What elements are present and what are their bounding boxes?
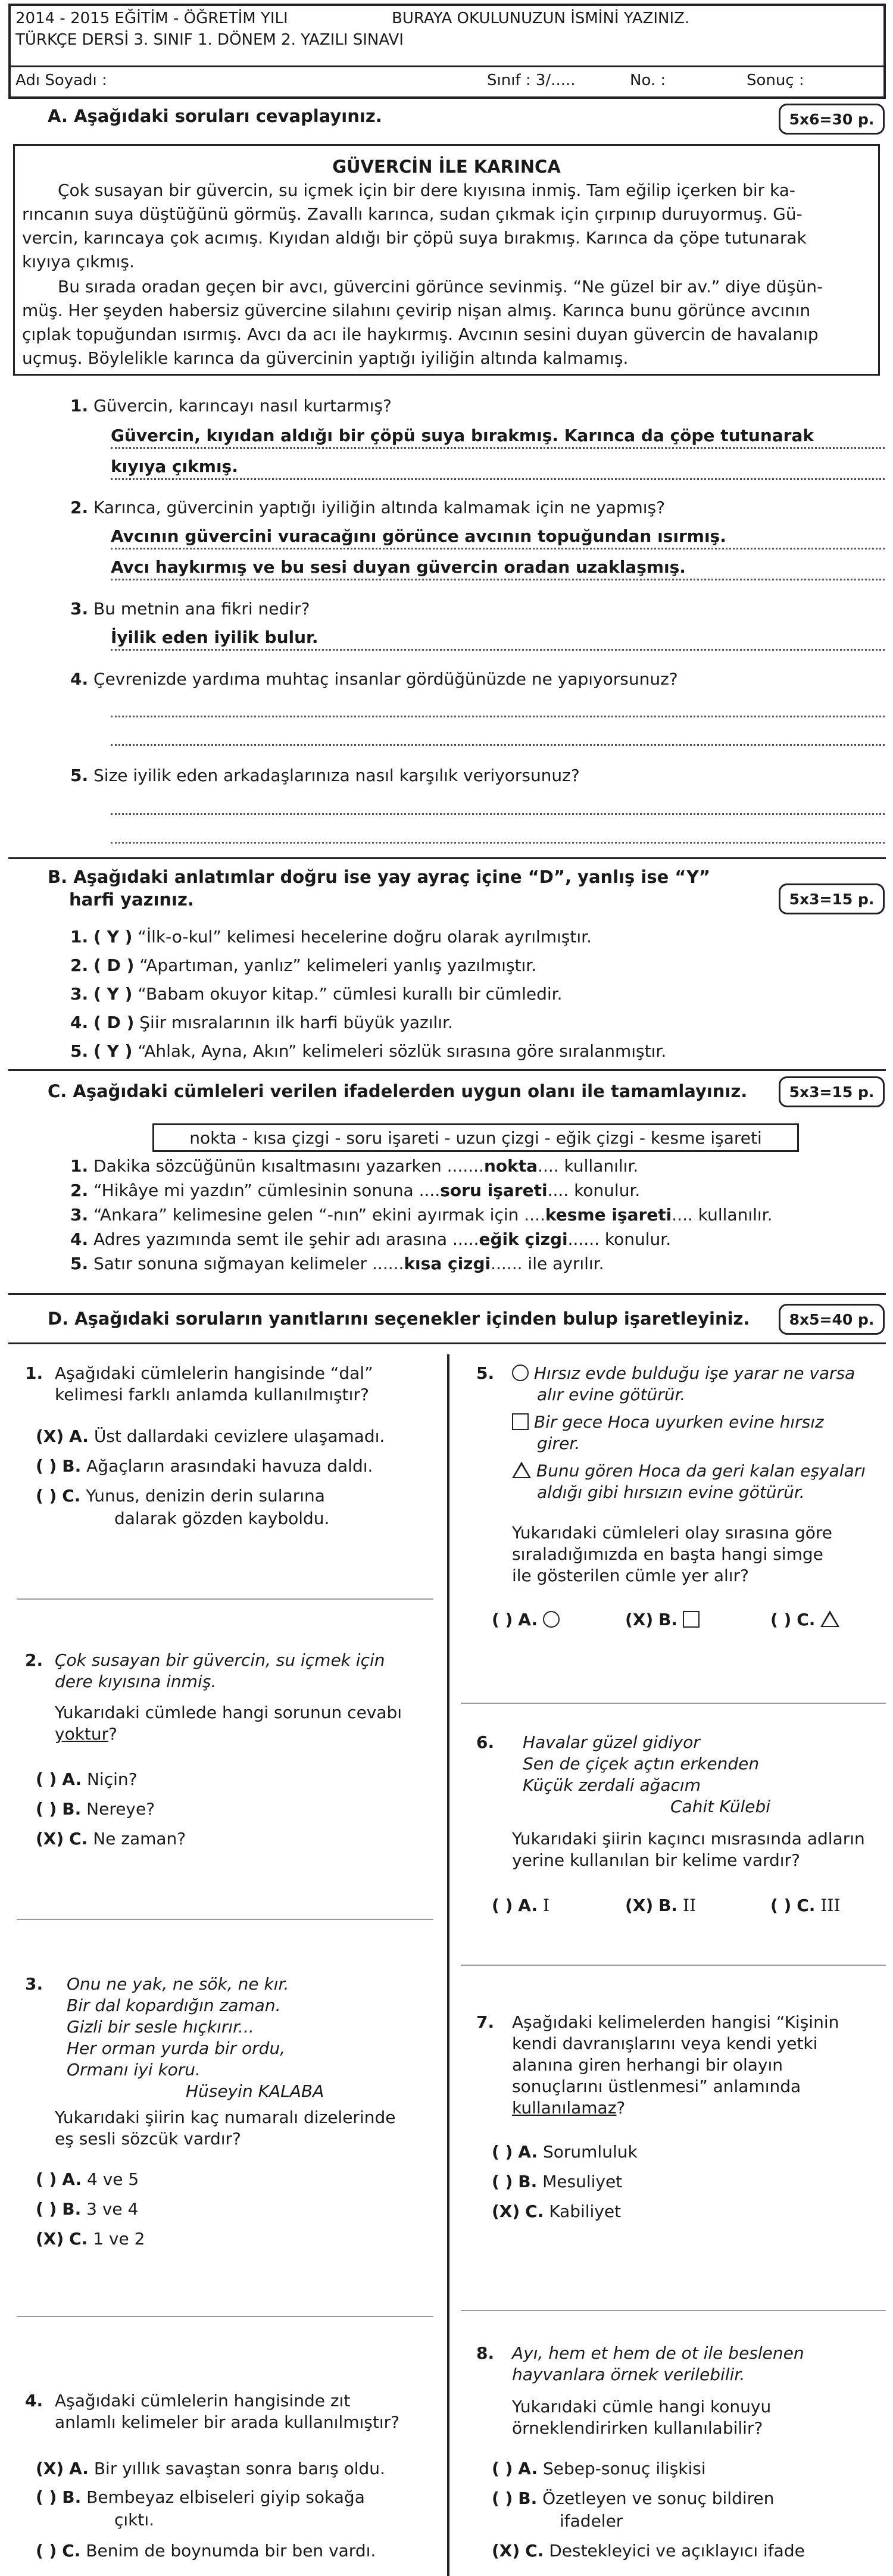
- answer-a1-line2: kıyıya çıkmış.: [111, 457, 238, 476]
- option-d7-b[interactable]: ( ) B. Mesuliyet: [492, 2172, 623, 2191]
- story-line: çıplak topuğundan ısırmış. Avcı da acı ile haykırmış. Avcının sesini duyan güvercin de havalanıp: [22, 324, 819, 344]
- option-d7-a[interactable]: ( ) A. Sorumluluk: [492, 2142, 638, 2162]
- poem-line: Havalar güzel gidiyor: [523, 1732, 700, 1752]
- question-separator: [461, 1703, 886, 1704]
- question-d2-quote: Çok susayan bir güvercin, su içmek için: [55, 1650, 385, 1670]
- poem-line: Her orman yurda bir ordu,: [67, 2038, 286, 2058]
- question-a1: 1. Güvercin, karıncayı nasıl kurtarmış?: [70, 396, 392, 416]
- question-a2: 2. Karınca, güvercinin yaptığı iyiliğin altında kalmamak için ne yapmış?: [70, 498, 666, 517]
- word-bank: nokta - kısa çizgi - soru işareti - uzun çizgi - eğik çizgi - kesme işareti: [152, 1123, 799, 1152]
- option-d2-c[interactable]: (X) C. Ne zaman?: [36, 1829, 186, 1849]
- answer-a2-line1: Avcının güvercini vuracağını görünce avcının topuğundan ısırmış.: [111, 526, 726, 546]
- answer-line-a4-2[interactable]: [111, 744, 885, 746]
- question-d7-text: sonuçlarını üstlenmesi” anlamında: [512, 2077, 801, 2096]
- section-b-title-line1: B. Aşağıdaki anlatımlar doğru ise yay ayraç içine “D”, yanlış ise “Y”: [48, 867, 711, 887]
- poem-author: Hüseyin KALABA: [186, 2081, 324, 2101]
- option-d4-b-cont: çıktı.: [114, 2510, 155, 2530]
- answer-line: [111, 447, 885, 449]
- triangle-icon: [512, 1462, 531, 1478]
- question-d2-text: Yukarıdaki cümlede hangi sorunun cevabı: [55, 1703, 402, 1722]
- poem-author: Cahit Külebi: [670, 1797, 771, 1816]
- school-name: BURAYA OKULUNUZUN İSMİNİ YAZINIZ.: [392, 10, 690, 27]
- question-d8-quote: hayvanlara örnek verilebilir.: [512, 2365, 745, 2384]
- section-c-title: C. Aşağıdaki cümleleri verilen ifadelerden uygun olanı ile tamamlayınız.: [48, 1081, 748, 1101]
- event-circle: Hırsız evde bulduğu işe yarar ne varsa: [512, 1363, 855, 1383]
- name-label: Adı Soyadı :: [15, 71, 107, 89]
- triangle-icon: [820, 1610, 839, 1627]
- story-line: müş. Her şeyden habersiz güvercine silahını çevirip nişan almış. Karınca bunu görünce avcının: [22, 301, 811, 320]
- square-icon: [512, 1413, 529, 1430]
- tf-item: 2. ( D ) “Apartıman, yanlız” kelimeleri yanlış yazılmıştır.: [70, 956, 537, 975]
- result-label: Sonuç :: [747, 71, 804, 89]
- option-d1-b[interactable]: ( ) B. Ağaçların arasındaki havuza daldı.: [36, 1456, 373, 1476]
- option-d3-c[interactable]: (X) C. 1 ve 2: [36, 2229, 145, 2249]
- question-separator: [17, 1919, 433, 1920]
- exam-title: TÜRKÇE DERSİ 3. SINIF 1. DÖNEM 2. YAZILI SINAVI: [15, 31, 404, 49]
- question-d2-quote: dere kıyısına inmiş.: [55, 1672, 217, 1691]
- fill-item: 1. Dakika sözcüğünün kısaltmasını yazarken .......nokta.... kullanılır.: [70, 1156, 639, 1176]
- answer-a2-line2: Avcı haykırmış ve bu sesi duyan güvercin oradan uzaklaşmış.: [111, 557, 686, 577]
- question-separator: [461, 1965, 886, 1966]
- story-line: kıyıya çıkmış.: [22, 252, 135, 271]
- option-d2-a[interactable]: ( ) A. Niçin?: [36, 1769, 138, 1789]
- question-d2: 2.: [25, 1650, 43, 1670]
- event-triangle: Bunu gören Hoca da geri kalan eşyaları: [512, 1461, 866, 1481]
- section-b-title-line2: harfi yazınız.: [69, 889, 194, 910]
- event-square-cont: girer.: [537, 1434, 580, 1453]
- option-d3-a[interactable]: ( ) A. 4 ve 5: [36, 2169, 139, 2189]
- tf-item: 5. ( Y ) “Ahlak, Ayna, Akın” kelimeleri sözlük sırasına göre sıralanmıştır.: [70, 1041, 667, 1061]
- question-d8: 8.: [476, 2343, 495, 2363]
- answer-line-a5-2[interactable]: [111, 842, 885, 844]
- section-d-title: D. Aşağıdaki soruların yanıtlarını seçenekler içinden bulup işaretleyiniz.: [48, 1309, 750, 1329]
- section-a-title: A. Aşağıdaki soruları cevaplayınız.: [48, 106, 382, 126]
- question-d5-text: ile gösterilen cümle yer alır?: [512, 1566, 749, 1585]
- circle-icon: [543, 1611, 560, 1628]
- answer-line: [111, 579, 885, 580]
- option-d8-b-cont: ifadeler: [560, 2511, 623, 2531]
- answer-line-a5-1[interactable]: [111, 813, 885, 815]
- poem-line: Ormanı iyi koru.: [67, 2060, 201, 2079]
- question-d8-quote: Ayı, hem et hem de ot ile beslenen: [512, 2343, 804, 2363]
- question-d2-text-2: yoktur?: [55, 1724, 118, 1744]
- answer-a3: İyilik eden iyilik bulur.: [111, 627, 319, 647]
- section-divider: [8, 1293, 886, 1295]
- option-d4-c[interactable]: ( ) C. Benim de boynumda bir ben vardı.: [36, 2541, 376, 2561]
- section-c-score: 5x3=15 p.: [779, 1076, 885, 1107]
- story-title: GÜVERCİN İLE KARINCA: [332, 157, 561, 177]
- question-separator: [461, 2310, 886, 2311]
- option-d5-a[interactable]: ( ) A.: [492, 1610, 560, 1629]
- poem-line: Onu ne yak, ne sök, ne kır.: [67, 1974, 289, 1994]
- question-d6-text: Yukarıdaki şiirin kaçıncı mısrasında adların: [512, 1829, 865, 1849]
- question-d7-text: alanına giren herhangi bir olayın: [512, 2055, 783, 2075]
- option-d8-b[interactable]: ( ) B. Özetleyen ve sonuç bildiren: [492, 2488, 775, 2508]
- event-square: Bir gece Hoca uyurken evine hırsız: [512, 1412, 824, 1432]
- question-a5: 5. Size iyilik eden arkadaşlarınıza nasıl karşılık veriyorsunuz?: [70, 766, 580, 785]
- fill-item: 4. Adres yazımında semt ile şehir adı arasına .....eğik çizgi...... konulur.: [70, 1229, 672, 1249]
- fill-item: 3. “Ankara” kelimesine gelen “-nın” ekini ayırmak için ....kesme işareti.... kullanılır.: [70, 1205, 773, 1225]
- option-d6-b[interactable]: (X) B. II: [625, 1896, 697, 1915]
- option-d8-a[interactable]: ( ) A. Sebep-sonuç ilişkisi: [492, 2459, 706, 2478]
- option-d4-a[interactable]: (X) A. Bir yıllık savaştan sonra barış oldu.: [36, 2459, 385, 2478]
- fill-item: 5. Satır sonuna sığmayan kelimeler ......kısa çizgi...... ile ayrılır.: [70, 1254, 604, 1273]
- square-icon: [683, 1611, 700, 1628]
- question-d1: 1.: [25, 1363, 43, 1383]
- number-label: No. :: [630, 71, 666, 89]
- option-d5-c[interactable]: ( ) C.: [770, 1610, 839, 1629]
- question-d6-text: yerine kullanılan bir kelime vardır?: [512, 1850, 800, 1870]
- answer-line-a4-1[interactable]: [111, 716, 885, 717]
- question-d5-text: sıraladığımızda en başta hangi simge: [512, 1544, 823, 1564]
- section-a-score: 5x6=30 p.: [779, 104, 885, 135]
- section-divider: [8, 1342, 886, 1344]
- question-d4-text: Aşağıdaki cümlelerin hangisinde zıt: [55, 2391, 351, 2410]
- question-d7-text-end: kullanılamaz?: [512, 2098, 626, 2118]
- option-d2-b[interactable]: ( ) B. Nereye?: [36, 1799, 155, 1819]
- story-box: [13, 144, 880, 376]
- option-d1-a[interactable]: (X) A. Üst dallardaki cevizlere ulaşamadı.: [36, 1426, 385, 1446]
- question-a4: 4. Çevrenizde yardıma muhtaç insanlar gördüğünüzde ne yapıyorsunuz?: [70, 669, 678, 689]
- answer-a1-line1: Güvercin, kıyıdan aldığı bir çöpü suya bırakmış. Karınca da çöpe tutunarak: [111, 426, 814, 445]
- school-year: 2014 - 2015 EĞİTİM - ÖĞRETİM YILI: [15, 10, 288, 27]
- class-label: Sınıf : 3/.....: [487, 71, 576, 89]
- answer-line: [111, 478, 885, 480]
- question-d8-text: örneklendirirken kullanılabilir?: [512, 2418, 763, 2438]
- tf-item: 4. ( D ) Şiir mısralarının ilk harfi büyük yazılır.: [70, 1013, 453, 1032]
- question-d5-text: Yukarıdaki cümleleri olay sırasına göre: [512, 1523, 833, 1543]
- question-separator: [17, 2316, 433, 2317]
- story-line: Çok susayan bir güvercin, su içmek için bir dere kıyısına inmiş. Tam eğilip içerken bir ka-: [58, 180, 796, 200]
- option-d1-c[interactable]: ( ) C. Yunus, denizin derin sularına: [36, 1486, 325, 1506]
- option-d5-b[interactable]: (X) B.: [625, 1610, 700, 1629]
- poem-line: Küçük zerdali ağacım: [523, 1775, 701, 1795]
- story-line: vercin, karıncaya çok acımış. Kıyıdan aldığı bir çöpü suya bırakmış. Karınca da çöpe tutunarak: [22, 228, 807, 248]
- option-d1-c-cont: dalarak gözden kayboldu.: [114, 1509, 330, 1528]
- option-d7-c[interactable]: (X) C. Kabiliyet: [492, 2202, 622, 2221]
- option-d3-b[interactable]: ( ) B. 3 ve 4: [36, 2199, 139, 2219]
- circle-icon: [512, 1365, 529, 1381]
- question-d6: 6.: [476, 1732, 495, 1752]
- tf-item: 1. ( Y ) “İlk-o-kul” kelimesi hecelerine doğru olarak ayrılmıştır.: [70, 927, 592, 947]
- event-circle-cont: alır evine götürür.: [537, 1385, 686, 1404]
- event-triangle-cont: aldığı gibi hırsızın evine götürür.: [537, 1482, 805, 1502]
- question-d3-text: Yukarıdaki şiirin kaç numaralı dizelerinde: [55, 2107, 396, 2127]
- question-d8-text: Yukarıdaki cümle hangi konuyu: [512, 2397, 772, 2416]
- question-d7: 7.: [476, 2012, 495, 2032]
- question-d3: 3.: [25, 1974, 43, 1994]
- story-line: Bu sırada oradan geçen bir avcı, güvercini görünce sevinmiş. “Ne güzel bir av.” diye düşün-: [58, 277, 823, 296]
- answer-line: [111, 649, 885, 651]
- story-line: rıncanın suya düştüğünü görmüş. Zavallı karınca, sudan çıkmak için çırpınıp duruyormuş. Gü-: [22, 204, 803, 224]
- question-d1-text: Aşağıdaki cümlelerin hangisinde “dal”: [55, 1363, 373, 1383]
- column-divider: [447, 1354, 449, 2576]
- section-b-score: 5x3=15 p.: [779, 883, 885, 914]
- tf-item: 3. ( Y ) “Babam okuyor kitap.” cümlesi kurallı bir cümledir.: [70, 984, 563, 1004]
- question-d7-text: kendi davranışlarını veya kendi yetki: [512, 2034, 818, 2053]
- exam-header: [8, 4, 886, 99]
- poem-line: Sen de çiçek açtın erkenden: [523, 1754, 760, 1773]
- question-d4: 4.: [25, 2391, 43, 2410]
- option-d6-c[interactable]: ( ) C. III: [770, 1896, 841, 1915]
- question-d4-text: anlamlı kelimeler bir arada kullanılmıştır?: [55, 2412, 400, 2432]
- answer-line: [111, 548, 885, 549]
- question-d1-text: kelimesi farklı anlamda kullanılmıştır?: [55, 1385, 369, 1404]
- question-d3-text: eş sesli sözcük vardır?: [55, 2129, 241, 2149]
- section-divider: [8, 857, 886, 859]
- fill-item: 2. “Hikâye mi yazdın” cümlesinin sonuna ....soru işareti.... konulur.: [70, 1181, 641, 1200]
- question-separator: [17, 1598, 433, 1600]
- poem-line: Gizli bir sesle hıçkırır...: [67, 2017, 254, 2037]
- poem-line: Bir dal kopardığın zaman.: [67, 1996, 281, 2015]
- header-divider: [11, 65, 883, 67]
- question-a3: 3. Bu metnin ana fikri nedir?: [70, 599, 310, 619]
- section-divider: [8, 1069, 886, 1071]
- option-d8-c[interactable]: (X) C. Destekleyici ve açıklayıcı ifade: [492, 2541, 805, 2561]
- question-d5: 5.: [476, 1363, 495, 1383]
- option-d6-a[interactable]: ( ) A. I: [492, 1896, 550, 1915]
- question-d7-text: Aşağıdaki kelimelerden hangisi “Kişinin: [512, 2012, 839, 2032]
- option-d4-b[interactable]: ( ) B. Bembeyaz elbiseleri giyip sokağa: [36, 2487, 365, 2507]
- section-d-score: 8x5=40 p.: [779, 1304, 885, 1335]
- story-line: uçmuş. Böylelikle karınca da güvercinin yaptığı iyiliğin altında kalmamış.: [22, 348, 629, 368]
